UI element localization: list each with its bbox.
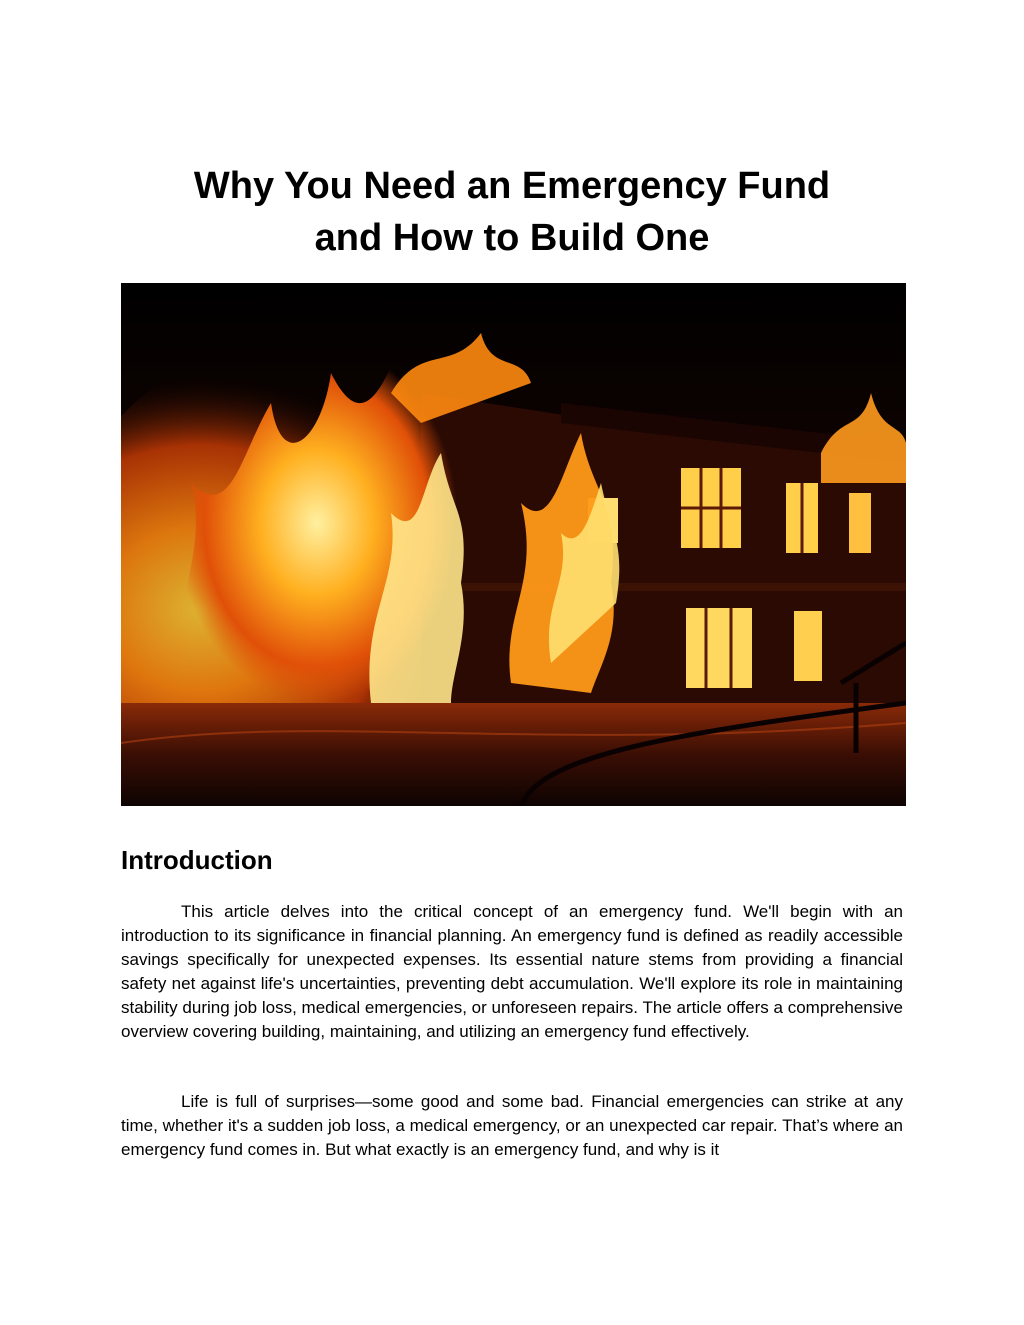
paragraph: Life is full of surprises—some good and some bad. Financial emergencies can strike at any time, whether it's a sudden job loss, a medical emergency, or an unexpected car repair. That’s where an emergency fund comes in. But what exactly is an emergency fund, and why is it [121, 1092, 903, 1159]
section-heading-introduction: Introduction [121, 845, 273, 875]
paragraph: This article delves into the critical concept of an emergency fund. We'll begin with an introduction to its significance in financial planning. An emergency fund is defined as readily accessible savings specifically for unexpected expenses. Its essential nature stems from providing a financial safety net against life's uncertainties, preventing debt accumulation. We'll explore its role in maintaining stability during job loss, medical emergencies, or unforeseen repairs. The article offers a comprehensive overview covering building, maintaining, and utilizing an emergency fund effectively. [121, 902, 903, 1041]
burning-house-photo [121, 283, 906, 806]
page-title [0, 160, 1024, 264]
title-line-2: and How to Build One [314, 217, 710, 259]
burning-house-illustration [121, 283, 906, 806]
title-line-1: Why You Need an Emergency Fund [193, 165, 831, 207]
